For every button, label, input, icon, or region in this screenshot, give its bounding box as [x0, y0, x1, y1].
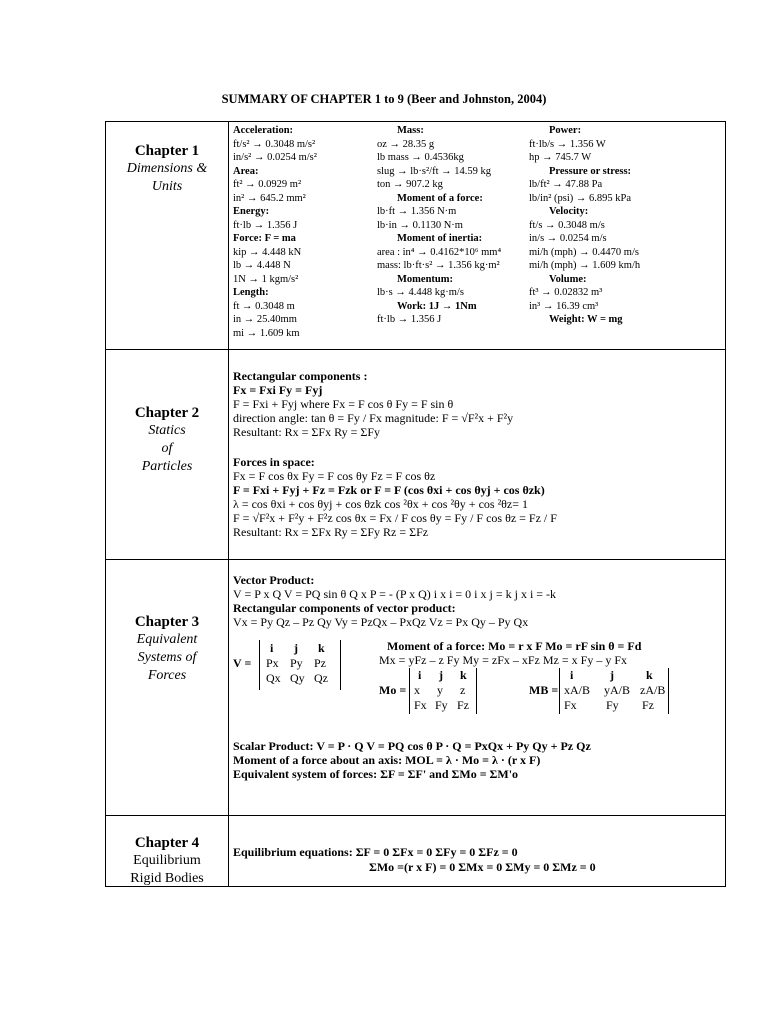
chapter-number: Chapter 3 [134, 614, 200, 630]
formula-line: Resultant: Rx = ΣFx Ry = ΣFy [233, 425, 381, 439]
unit-line: ton → 907.2 kg [377, 179, 443, 190]
chapter-number: Chapter 2 [134, 405, 200, 421]
unit-line: mass: lb·ft·s² → 1.356 kg·m² [377, 260, 500, 271]
chapter-topic: of [161, 441, 173, 456]
matrix-cell: Qy [290, 671, 305, 685]
chapter-topic: Statics [148, 423, 186, 438]
determinant-mb [559, 668, 669, 714]
formula-line: ΣMo =(r x F) = 0 ΣMx = 0 ΣMy = 0 ΣMz = 0 [369, 860, 596, 874]
unit-line: Power: [549, 125, 582, 136]
formula-line: Vx = Py Qz – Pz Qy Vy = PzQx – PxQz Vz = Px Qy – Py Qx [233, 615, 529, 629]
matrix-cell: xA/B [564, 683, 591, 697]
matrix-cell: j [610, 668, 614, 682]
matrix-cell: k [460, 668, 467, 682]
section-heading: Vector Product: [233, 573, 315, 587]
unit-line: Volume: [549, 273, 587, 285]
unit-line: 1N → 1 kgm/s² [233, 273, 299, 285]
matrix-cell: Qx [266, 671, 281, 685]
matrix-cell: yA/B [604, 683, 631, 697]
formula-line: Moment of a force: Mo = r x F Mo = rF sin θ = Fd [387, 639, 642, 653]
matrix-cell: j [294, 641, 298, 655]
unit-line: in³ → 16.39 cm³ [529, 300, 599, 312]
unit-line: lb mass → 0.4536kg [377, 152, 464, 163]
matrix-cell: k [318, 641, 325, 655]
chapter-topic: Units [151, 179, 183, 194]
unit-line: Momentum: [397, 273, 453, 285]
matrix-cell: Fy [435, 698, 448, 712]
matrix-label: MB = [529, 683, 559, 697]
unit-line: slug → lb·s²/ft → 14.59 kg [377, 165, 491, 177]
matrix-cell: Qz [314, 671, 328, 685]
unit-line: Acceleration: [233, 125, 294, 136]
chapter-topic: Particles [141, 459, 193, 474]
unit-line: ft·lb/s → 1.356 W [529, 138, 606, 150]
formula-line: Fx = F cos θx Fy = F cos θy Fz = F cos θz [233, 469, 436, 483]
matrix-cell: Pz [314, 656, 326, 670]
matrix-cell: Fx [564, 698, 577, 712]
matrix-cell: Px [266, 656, 279, 670]
unit-line: kip → 4.448 kN [233, 246, 302, 258]
unit-line: lb → 4.448 N [233, 260, 291, 271]
chapter-number: Chapter 4 [134, 835, 200, 851]
unit-line: mi → 1.609 km [233, 327, 300, 339]
matrix-cell: i [570, 668, 574, 682]
chapter-topic: Equivalent [136, 632, 198, 647]
unit-line: Energy: [233, 206, 270, 217]
determinant-v [259, 640, 341, 690]
section-heading: Forces in space: [233, 455, 315, 469]
unit-line: ft·lb → 1.356 J [233, 219, 298, 231]
unit-line: Velocity: [549, 206, 589, 217]
formula-line: V = P x Q V = PQ sin θ Q x P = - (P x Q) i x i = 0 i x j = k j x i = -k [233, 587, 557, 601]
unit-line: Length: [233, 287, 269, 298]
chapter-topic: Systems of [137, 650, 197, 665]
unit-line: lb·s → 4.448 kg·m/s [377, 287, 464, 298]
page-title: SUMMARY OF CHAPTER 1 to 9 (Beer and Johnston, 2004) [221, 92, 547, 106]
matrix-cell: y [437, 683, 443, 697]
matrix-cell: i [418, 668, 422, 682]
formula-line: Mx = yFz – z Fy My = zFx – xFz Mz = x Fy – y Fx [379, 653, 627, 667]
unit-line: mi/h (mph) → 1.609 km/h [529, 260, 641, 271]
unit-line: area : in⁴ → 0.4162*10⁶ mm⁴ [377, 246, 502, 258]
unit-line: in → 25.40mm [233, 314, 297, 325]
unit-line: Area: [233, 165, 259, 177]
units-column-1 [233, 124, 383, 340]
matrix-cell: Fz [457, 698, 469, 712]
formula-line: Fx = Fxi Fy = Fyj [233, 383, 323, 397]
matrix-label: Mo = [379, 683, 407, 697]
chapter-topic: Rigid Bodies [130, 871, 204, 886]
unit-line: ft/s² → 0.3048 m/s² [233, 138, 316, 150]
unit-line: Moment of inertia: [397, 233, 483, 244]
formula-line: F = Fxi + Fyj where Fx = F cos θ Fy = F sin θ [233, 397, 454, 411]
chapter-number: Chapter 1 [134, 143, 200, 159]
unit-line: mi/h (mph) → 0.4470 m/s [529, 246, 639, 258]
unit-line: ft² → 0.0929 m² [233, 179, 302, 190]
row-divider [106, 815, 725, 816]
formula-line: Equilibrium equations: ΣF = 0 ΣFx = 0 ΣFy = 0 ΣFz = 0 [233, 845, 518, 859]
unit-line: lb/ft² → 47.88 Pa [529, 179, 603, 190]
chapter-topic: Dimensions & [126, 161, 208, 176]
formula-line: λ = cos θxi + cos θyj + cos θzk cos ²θx + cos ²θy + cos ²θz= 1 [233, 497, 529, 511]
formula-line: F = Fxi + Fyj + Fz = Fzk or F = F (cos θxi + cos θyj + cos θzk) [233, 483, 545, 497]
units-column-2 [377, 124, 547, 327]
chapter-2-label [106, 404, 228, 476]
matrix-cell: Fx [414, 698, 427, 712]
unit-line: in/s → 0.0254 m/s [529, 233, 607, 244]
unit-line: lb/in² (psi) → 6.895 kPa [529, 192, 632, 204]
matrix-cell: Fz [642, 698, 654, 712]
unit-line: lb·ft → 1.356 N·m [377, 206, 457, 217]
matrix-cell: Py [290, 656, 303, 670]
matrix-cell: z [460, 683, 466, 697]
unit-line: lb·in → 0.1130 N·m [377, 219, 463, 231]
unit-line: Pressure or stress: [549, 165, 632, 177]
unit-line: ft → 0.3048 m [233, 300, 295, 312]
unit-line: Mass: [397, 125, 424, 136]
unit-line: hp → 745.7 W [529, 152, 592, 163]
section-heading: Rectangular components : [233, 369, 368, 383]
unit-line: Weight: W = mg [549, 314, 623, 325]
matrix-cell: k [646, 668, 653, 682]
unit-line: ft³ → 0.02832 m³ [529, 287, 603, 298]
unit-line: ft·lb → 1.356 J [377, 314, 442, 325]
summary-table [105, 121, 726, 887]
matrix-cell: i [270, 641, 274, 655]
unit-line: in² → 645.2 mm² [233, 192, 306, 204]
chapter-topic: Forces [147, 668, 187, 683]
matrix-label: V = [233, 656, 252, 670]
formula-line: Moment of a force about an axis: MOL = λ · Mo = λ · (r x F) [233, 753, 541, 767]
formula-line: Scalar Product: V = P · Q V = PQ cos θ P · Q = PxQx + Py Qy + Pz Qz [233, 739, 591, 753]
section-heading: Rectangular components of vector product: [233, 601, 456, 615]
unit-line: in/s² → 0.0254 m/s² [233, 152, 317, 163]
matrix-cell: Fy [606, 698, 619, 712]
matrix-cell: zA/B [640, 683, 666, 697]
matrix-cell: x [414, 683, 420, 697]
matrix-cell: j [439, 668, 443, 682]
unit-line: Force: F = ma [233, 233, 296, 244]
unit-line: Moment of a force: [397, 192, 483, 204]
unit-line: ft/s → 0.3048 m/s [529, 219, 605, 231]
formula-line: F = √F²x + F²y + F²z cos θx = Fx / F cos θy = Fy / F cos θz = Fz / F [233, 511, 557, 525]
formula-line: Resultant: Rx = ΣFx Ry = ΣFy Rz = ΣFz [233, 525, 429, 539]
row-divider [106, 559, 725, 560]
unit-line: oz → 28.35 g [377, 138, 435, 150]
units-column-3 [529, 124, 719, 327]
row-divider [106, 349, 725, 350]
chapter-1-content [229, 124, 725, 346]
chapter-topic: Equilibrium [133, 853, 201, 868]
formula-line: Equivalent system of forces: ΣF = ΣF' and ΣMo = ΣM'o [233, 767, 519, 781]
determinant-mo [409, 668, 477, 714]
formula-line: direction angle: tan θ = Fy / Fx magnitude: F = √F²x + F²y [233, 411, 514, 425]
chapter-3-label [106, 613, 228, 685]
chapter-4-label [106, 834, 228, 888]
chapter-1-label [106, 142, 228, 196]
unit-line: Work: 1J → 1Nm [397, 300, 477, 312]
